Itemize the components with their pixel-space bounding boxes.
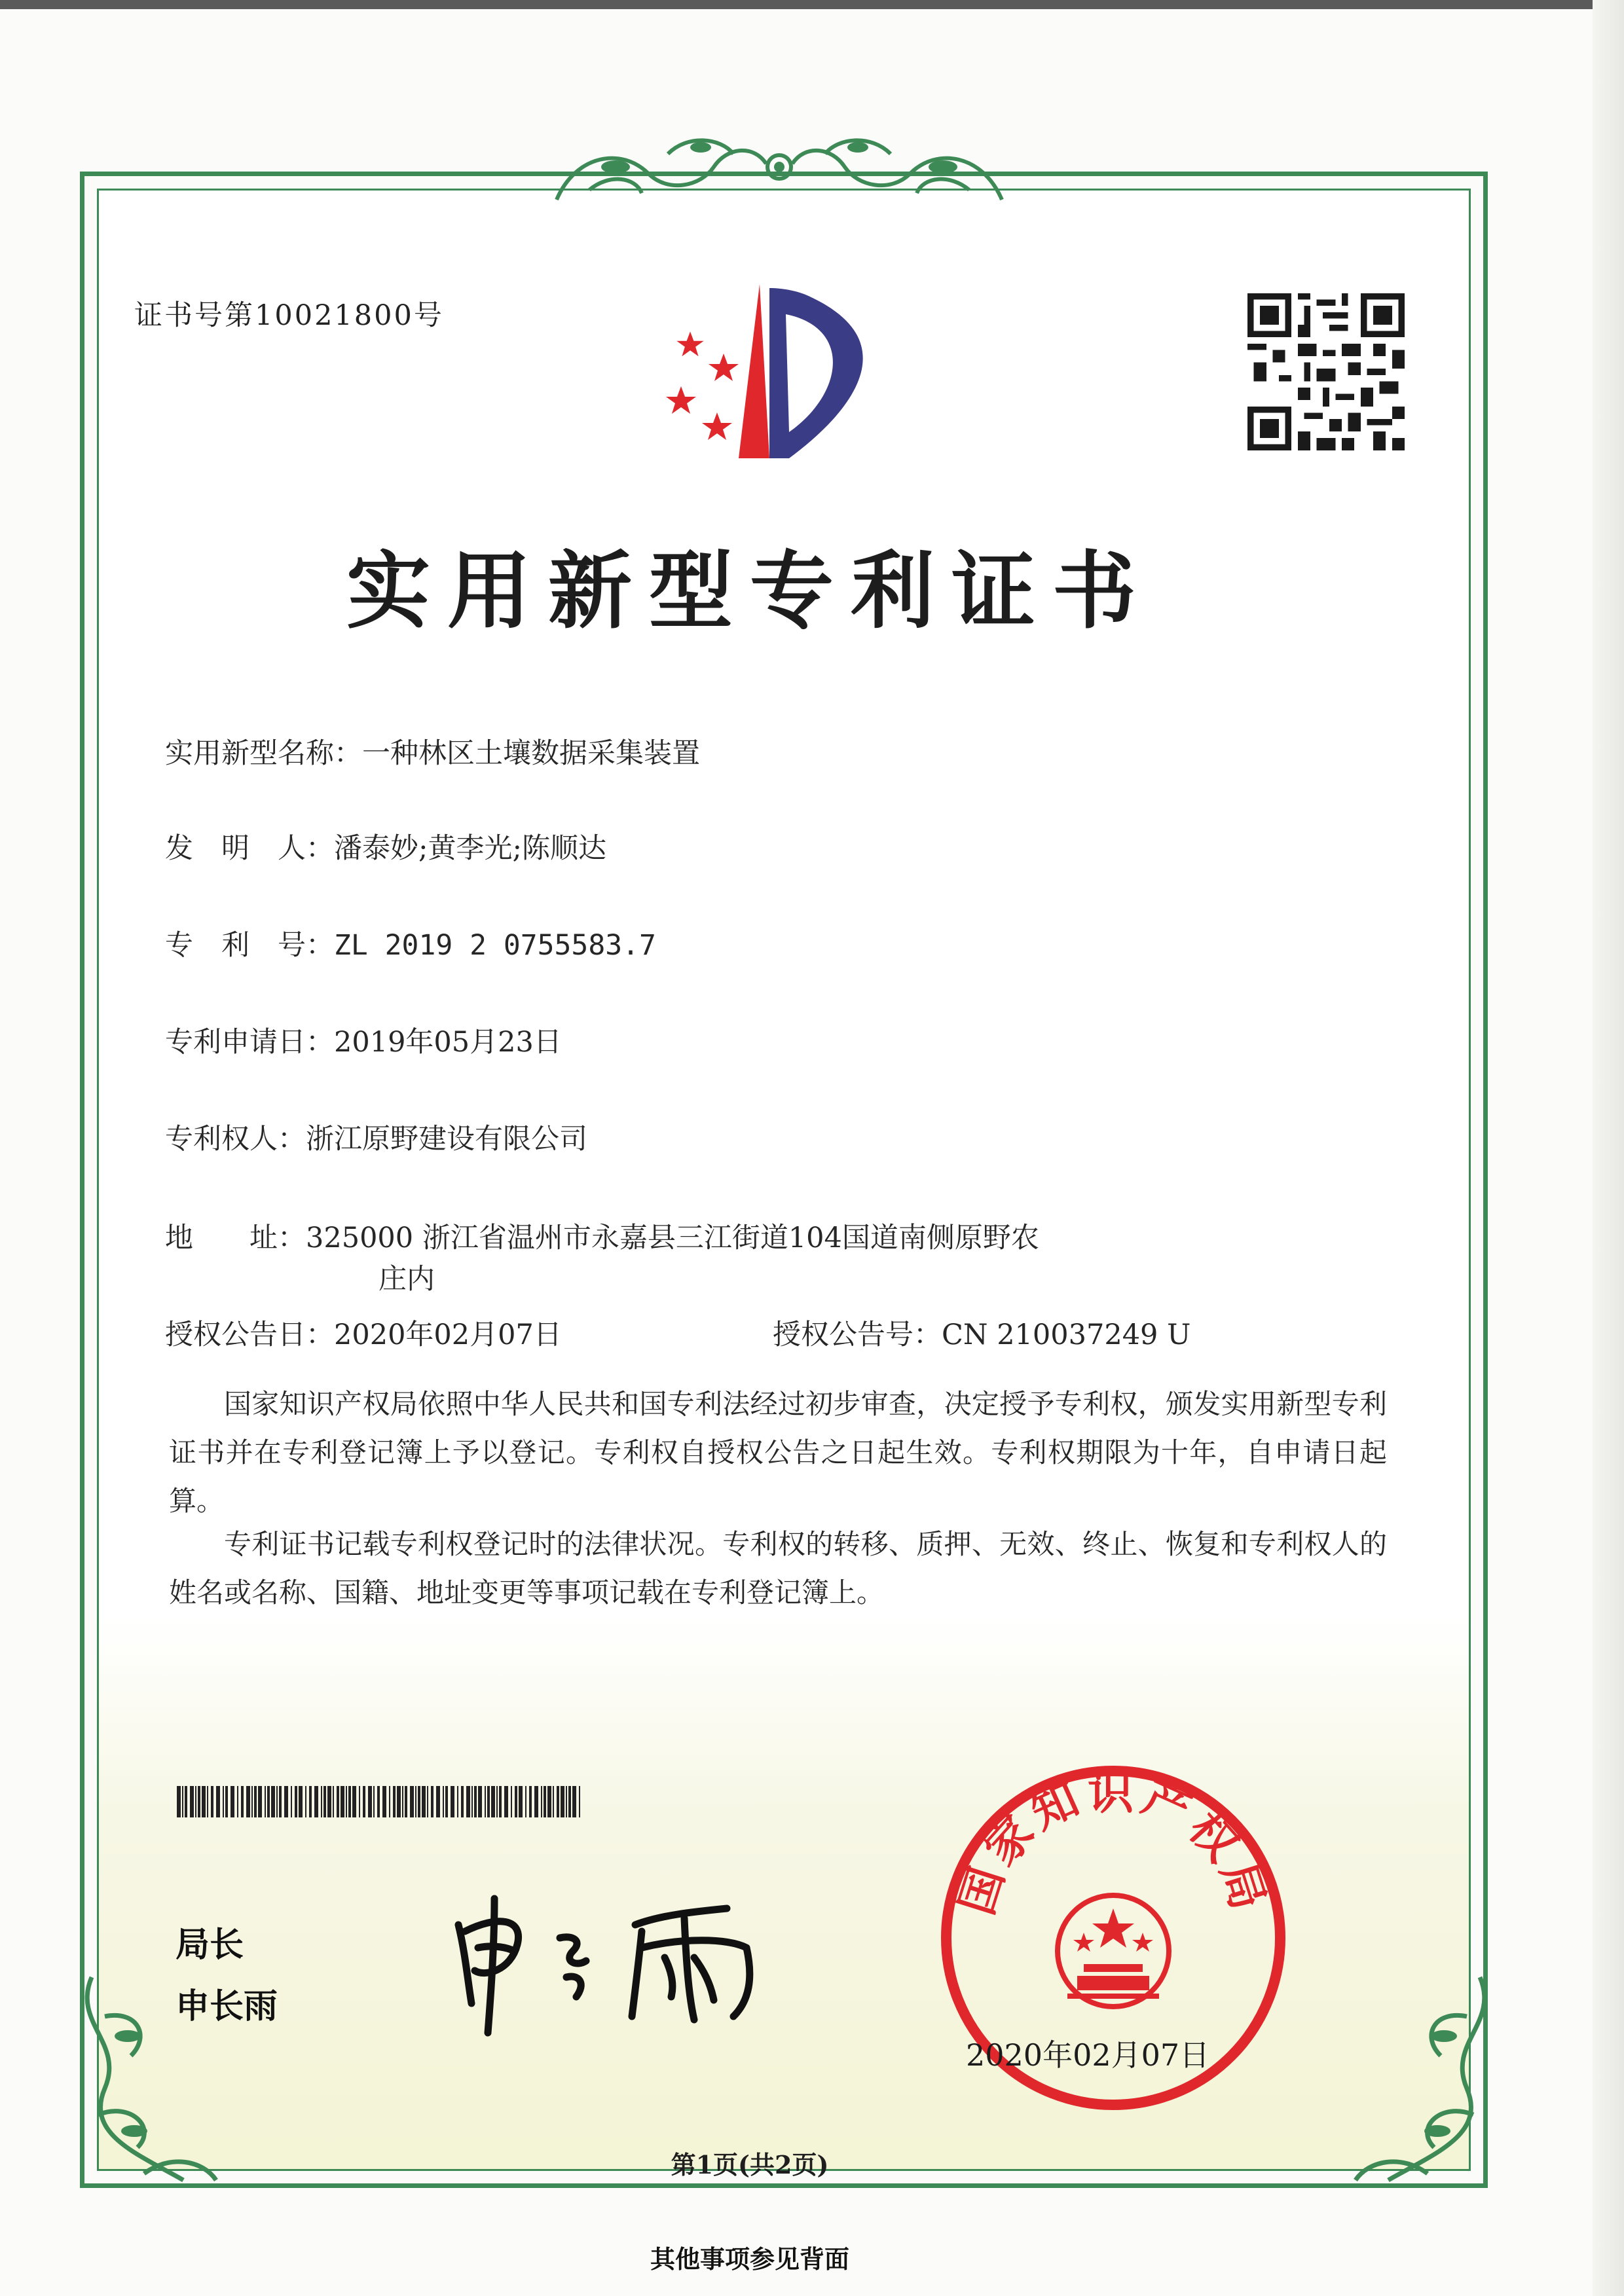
grant-number-label: 授权公告号： <box>773 1319 942 1351</box>
seal-date: 2020年02月07日 <box>966 2037 1210 2073</box>
application-date-label: 专利申请日： <box>165 1026 334 1059</box>
patent-number-field <box>165 923 656 963</box>
utility-model-name-field <box>165 731 700 771</box>
grant-date-field <box>165 1313 562 1353</box>
seal-text: 国家知识产权局 <box>949 1766 1278 1921</box>
footer-note: 其他事项参见背面 <box>650 2244 849 2274</box>
certificate-title: 实用新型专利证书 <box>346 542 1153 640</box>
qr-code-icon <box>1247 293 1405 450</box>
patentee-label: 专利权人： <box>165 1123 306 1156</box>
signatory-role: 局长 <box>175 1925 244 1965</box>
address-field <box>165 1216 1039 1256</box>
address-label: 地 址： <box>165 1222 306 1254</box>
top-ornament-icon <box>537 128 1022 213</box>
address-line-1: 325000 浙江省温州市永嘉县三江街道104国道南侧原野农 <box>306 1222 1039 1254</box>
grant-number-field <box>773 1313 1190 1353</box>
signatory-name: 申长雨 <box>175 1987 278 2026</box>
application-date-field <box>165 1020 562 1060</box>
legal-paragraph-1: 国家知识产权局依照中华人民共和国专利法经过初步审查，决定授予专利权，颁发实用新型专利证书并在专利登记簿上予以登记。专利权自授权公告之日起生效。专利权期限为十年，自申请日起算。 <box>169 1388 1387 1517</box>
page-indicator: 第1页(共2页) <box>671 2150 829 2179</box>
patent-number-value: ZL 2019 2 0755583.7 <box>334 929 656 962</box>
utility-model-name-label: 实用新型名称： <box>165 737 362 770</box>
grant-date-value: 2020年02月07日 <box>334 1319 562 1351</box>
grant-date-label: 授权公告日： <box>165 1319 334 1351</box>
patent-number-label: 专 利 号： <box>165 929 334 962</box>
certificate-number: 证书号第10021800号 <box>134 299 444 332</box>
inventor-value: 潘泰妙;黄李光;陈顺达 <box>334 832 606 865</box>
handwritten-signature-icon <box>445 1886 786 2043</box>
scan-edge-top <box>0 0 1624 9</box>
grant-number-value: CN 210037249 U <box>942 1319 1191 1351</box>
inventor-field <box>165 826 606 866</box>
legal-paragraph-2: 专利证书记载专利权登记时的法律状况。专利权的转移、质押、无效、终止、恢复和专利权人的姓名或名称、国籍、地址变更等事项记载在专利登记簿上。 <box>169 1528 1387 1609</box>
utility-model-name-value: 一种林区土壤数据采集装置 <box>362 737 700 770</box>
address-line-2: 庄内 <box>378 1263 435 1296</box>
application-date-value: 2019年05月23日 <box>334 1026 562 1059</box>
patentee-value: 浙江原野建设有限公司 <box>306 1123 587 1156</box>
barcode-icon <box>177 1786 583 1817</box>
scan-edge-right <box>1593 0 1624 2296</box>
patentee-field <box>165 1117 587 1157</box>
patent-office-emblem-icon <box>655 282 904 478</box>
inventor-label: 发 明 人： <box>165 832 334 865</box>
